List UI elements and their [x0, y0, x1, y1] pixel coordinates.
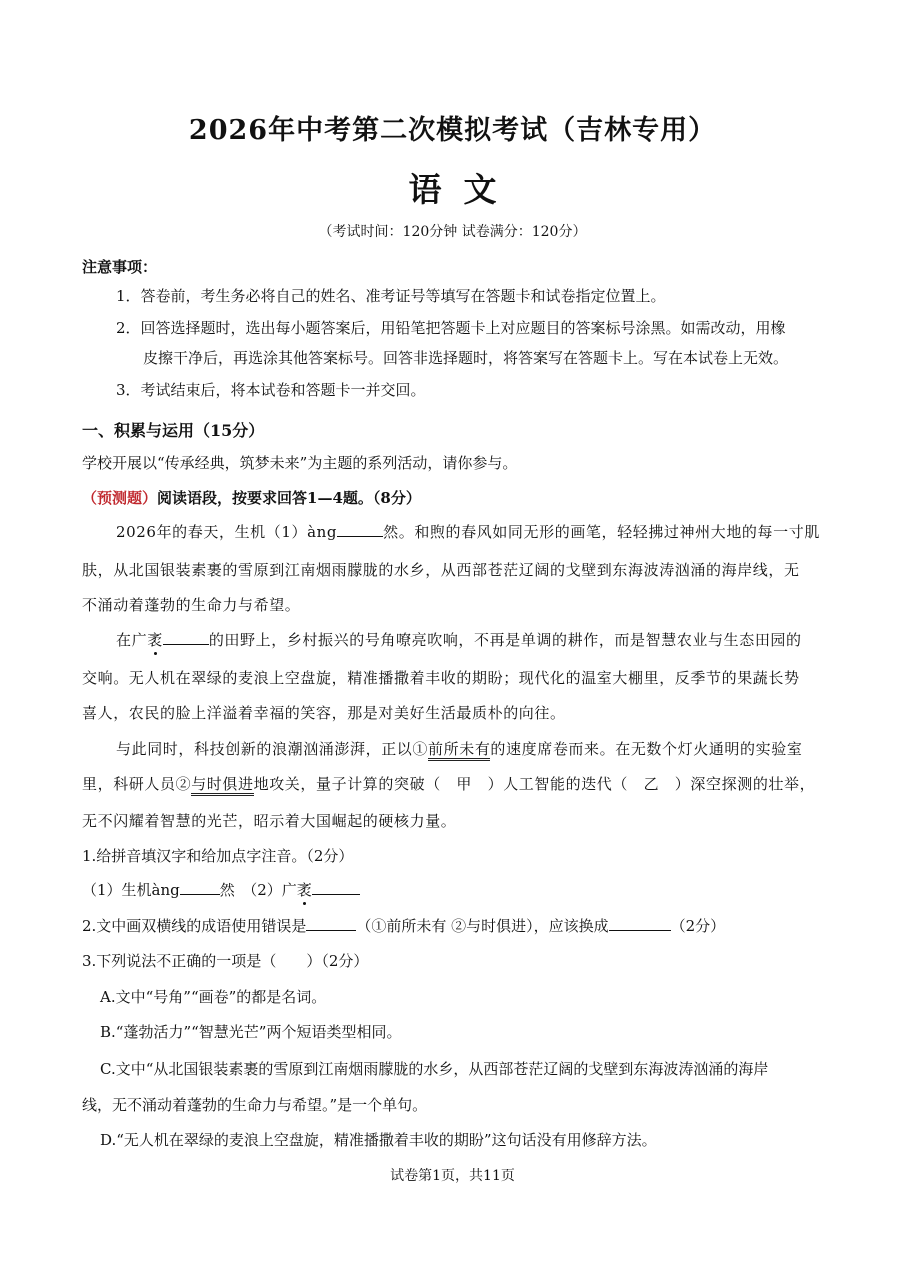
answer-blank [306, 915, 356, 931]
passage-text: 与此同时，科技创新的浪潮汹涌澎湃，正以① [116, 740, 429, 758]
passage-text: 2026年的春天，生机（1）àng [116, 523, 338, 541]
passage-text: 的田野上，乡村振兴的号角嘹亮吹响，不再是单调的耕作，而是智慧农业与生态田园的 [208, 631, 802, 649]
section-1-heading: 一、积累与运用（15分） [82, 421, 265, 440]
notes-item-2-line-2: 皮擦干净后，再选涂其他答案标号。回答非选择题时，将答案写在答题卡上。写在本试卷上无效。 [143, 349, 789, 367]
passage-text: 在广 [116, 631, 148, 649]
passage-p3-line-3: 无不闪耀着智慧的光芒，昭示着大国崛起的硬核力量。 [82, 812, 457, 830]
passage-text: 的速度席卷而来。在无数个灯火通明的实验室 [490, 740, 803, 758]
page-footer: 试卷第1页，共11页 [390, 1168, 515, 1184]
question-2 [82, 915, 725, 936]
passage-p3-line-1 [116, 738, 802, 759]
passage-text: 然。和煦的春风如同无形的画笔，轻轻拂过神州大地的每一寸肌 [383, 523, 820, 541]
passage-p3-line-2 [82, 773, 815, 794]
answer-blank [609, 915, 671, 931]
option-b: B.“蓬勃活力”“智慧光芒”两个短语类型相同。 [100, 1023, 402, 1041]
answer-blank [312, 879, 360, 895]
notes-item-1: 1．答卷前，考生务必将自己的姓名、准考证号等填写在答题卡和试卷指定位置上。 [116, 287, 666, 305]
passage-p1-line-2: 肤，从北国银装素裹的雪原到江南烟雨朦胧的水乡，从西部苍茫辽阔的戈壁到东海波涛汹涌的海岸线，无 [82, 561, 800, 579]
question-text: （①前所未有 ②与时俱进），应该换成 [356, 917, 609, 935]
question-text: （2分） [670, 917, 726, 935]
subject-title: 语文 [408, 170, 519, 209]
passage-p2-line-3: 喜人，农民的脸上洋溢着幸福的笑容，那是对美好生活最质朴的向往。 [82, 704, 566, 722]
passage-p2-line-1 [116, 629, 802, 650]
prediction-tag: （预测题） [82, 489, 158, 507]
answer-blank [180, 879, 220, 895]
double-underlined-idiom: 与时俱进 [191, 775, 253, 796]
section-1-intro: 学校开展以“传承经典，筑梦未来”为主题的系列活动，请你参与。 [82, 454, 518, 472]
section-1-instruction: 阅读语段，按要求回答1—4题。（8分） [157, 489, 421, 507]
exam-meta: （考试时间：120分钟 试卷满分：120分） [318, 224, 587, 240]
dotted-char: 袤 [296, 881, 312, 899]
section-1-instruction-line [82, 487, 421, 508]
notes-item-3: 3．考试结束后，将本试卷和答题卡一并交回。 [116, 381, 426, 399]
notes-heading: 注意事项： [82, 258, 158, 276]
question-1: 1.给拼音填汉字和给加点字注音。（2分） [82, 847, 354, 865]
answer-blank [337, 521, 383, 537]
question-text: 然 （2）广 [219, 881, 297, 899]
answer-blank [163, 629, 209, 645]
exam-title: 2026年中考第二次模拟考试（吉林专用） [188, 115, 717, 146]
passage-text: 地攻关，量子计算的突破（ 甲 ）人工智能的迭代（ 乙 ）深空探测的壮举， [253, 775, 816, 793]
dotted-char: 袤 [147, 631, 163, 649]
notes-item-2-line-1: 2．回答选择题时，选出每小题答案后，用铅笔把答题卡上对应题目的答案标号涂黑。如需改动，用橡 [116, 319, 786, 337]
question-text: 2.文中画双横线的成语使用错误是 [82, 917, 307, 935]
option-c-line-1: C.文中“从北国银装素裹的雪原到江南烟雨朦胧的水乡，从西部苍茫辽阔的戈壁到东海波涛汹涌的海岸 [100, 1060, 769, 1078]
option-c-line-2: 线，无不涌动着蓬勃的生命力与希望。”是一个单句。 [82, 1096, 428, 1114]
passage-p1-line-1 [116, 521, 820, 542]
question-text: （1）生机àng [82, 881, 180, 899]
question-1-answers [82, 879, 360, 900]
passage-text: 里，科研人员② [82, 775, 192, 793]
option-a: A.文中“号角”“画卷”的都是名词。 [100, 988, 327, 1006]
passage-p2-line-2: 交响。无人机在翠绿的麦浪上空盘旋，精准播撒着丰收的期盼；现代化的温室大棚里，反季节的果蔬长势 [82, 669, 800, 687]
option-d: D.“无人机在翠绿的麦浪上空盘旋，精准播撒着丰收的期盼”这句话没有用修辞方法。 [100, 1131, 657, 1149]
question-3: 3.下列说法不正确的一项是（ ）（2分） [82, 952, 369, 970]
double-underlined-idiom: 前所未有 [428, 740, 490, 761]
passage-p1-line-3: 不涌动着蓬勃的生命力与希望。 [82, 596, 301, 614]
